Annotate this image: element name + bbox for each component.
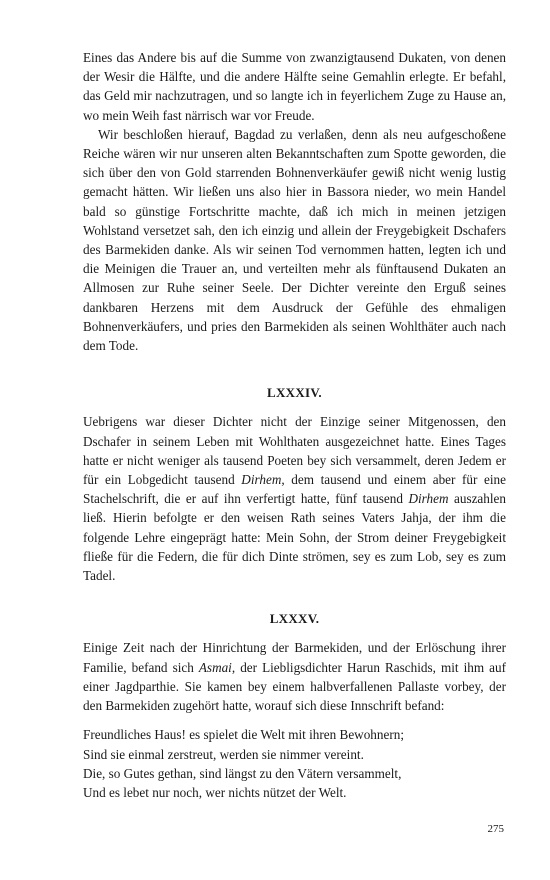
- text-run: , dem tausend und einem aber für eine Stachelschrift, die er auf ihn verfertigt hatte, fünf tausend: [83, 472, 506, 507]
- paragraph: Eines das Andere bis auf die Summe von zwanzigtausend Dukaten, von denen der Wesir die Hälfte, und die andere Hälfte seine Gemahlin erlegte. Er befahl, das Geld mir nachzutragen, und so langte ich in feyerlichem Zuge zu Hause an, wo mein Weih fast närrisch war vor Freude.: [83, 50, 506, 123]
- italic-term: Dirhem: [241, 472, 282, 488]
- paragraph: [83, 638, 506, 715]
- text-run: Uebrigens war dieser Dichter nicht der Einzige seiner Mitgenossen, den Dschafer in seinem Leben mit Wohlthaten ausgezeichnet hatte. Eines Tages hatte er nicht weniger als tausend Poeten bey sich versammelt, deren Jedem er für ein Lobgedicht tausend: [83, 414, 506, 488]
- text-run: auszahlen ließ. Hierin befolgte er den weisen Rath seines Vaters Jahja, der ihm die folgende Lehre eingeprägt hatte: Mein Sohn, der Strom deiner Freygebigkeit fließe für die Federn, die für dich Dinte strömen, sey es zum Lob, sey es zum Tadel.: [83, 491, 506, 584]
- text-run: , der Liebligsdichter Harun Raschids, mit ihm auf einer Jagdparthie. Sie kamen bey einem halbverfallenen Pallaste vorbey, der den Barmekiden zugehört hatte, worauf sich diese Innschrift befand:: [83, 659, 506, 714]
- verse-block: [83, 725, 506, 802]
- paragraph: [83, 412, 506, 585]
- text-run: Einige Zeit nach der Hinrichtung der Barmekiden, und der Erlöschung ihrer Familie, befand sich: [83, 640, 506, 675]
- chapter-heading: LXXXIV.: [267, 385, 322, 401]
- page-body: [83, 48, 506, 802]
- page-number: 275: [487, 823, 504, 835]
- chapter-heading: LXXXV.: [269, 611, 320, 627]
- verse-line: Und es lebet nur noch, wer nichts nützet der Welt.: [83, 784, 347, 800]
- verse-line: Sind sie einmal zerstreut, werden sie nimmer vereint.: [83, 746, 364, 762]
- paragraph: Wir beschloßen hierauf, Bagdad zu verlaßen, denn als neu aufgeschoßene Reiche wären wir nur unseren alten Bekanntschaften zum Spotte geworden, die sich über den von Gold starrenden Bohnenverkäufer gewiß nicht wenig lustig gemacht hätten. Wir ließen uns also hier in Bassora nieder, wo mein Handel bald so günstige Fortschritte machte, daß ich mich in meinen jetzigen Wohlstand versetzet sah, den ich einzig und allein der Freygebigkeit Dschafers des Barmekiden danke. Als wir seinen Tod vernommen hatten, legten ich und die Meinigen die Trauer an, und verteilten mehr als fünftausend Dukaten an Allmosen zur Ruhe seiner Seele. Der Dichter vereinte den Erguß seines dankbaren Herzens mit dem Ausdruck der Gefühle des ehmaligen Bohnenverkäufers, und pries den Barmekiden als seinen Wohlthäter auch nach dem Tode.: [83, 126, 506, 354]
- verse-line: Die, so Gutes gethan, sind längst zu den Vätern versammelt,: [83, 765, 402, 781]
- italic-term: Dirhem: [408, 491, 449, 507]
- italic-name: Asmai: [198, 659, 232, 675]
- verse-line: Freundliches Haus! es spielet die Welt mit ihren Bewohnern;: [83, 727, 404, 743]
